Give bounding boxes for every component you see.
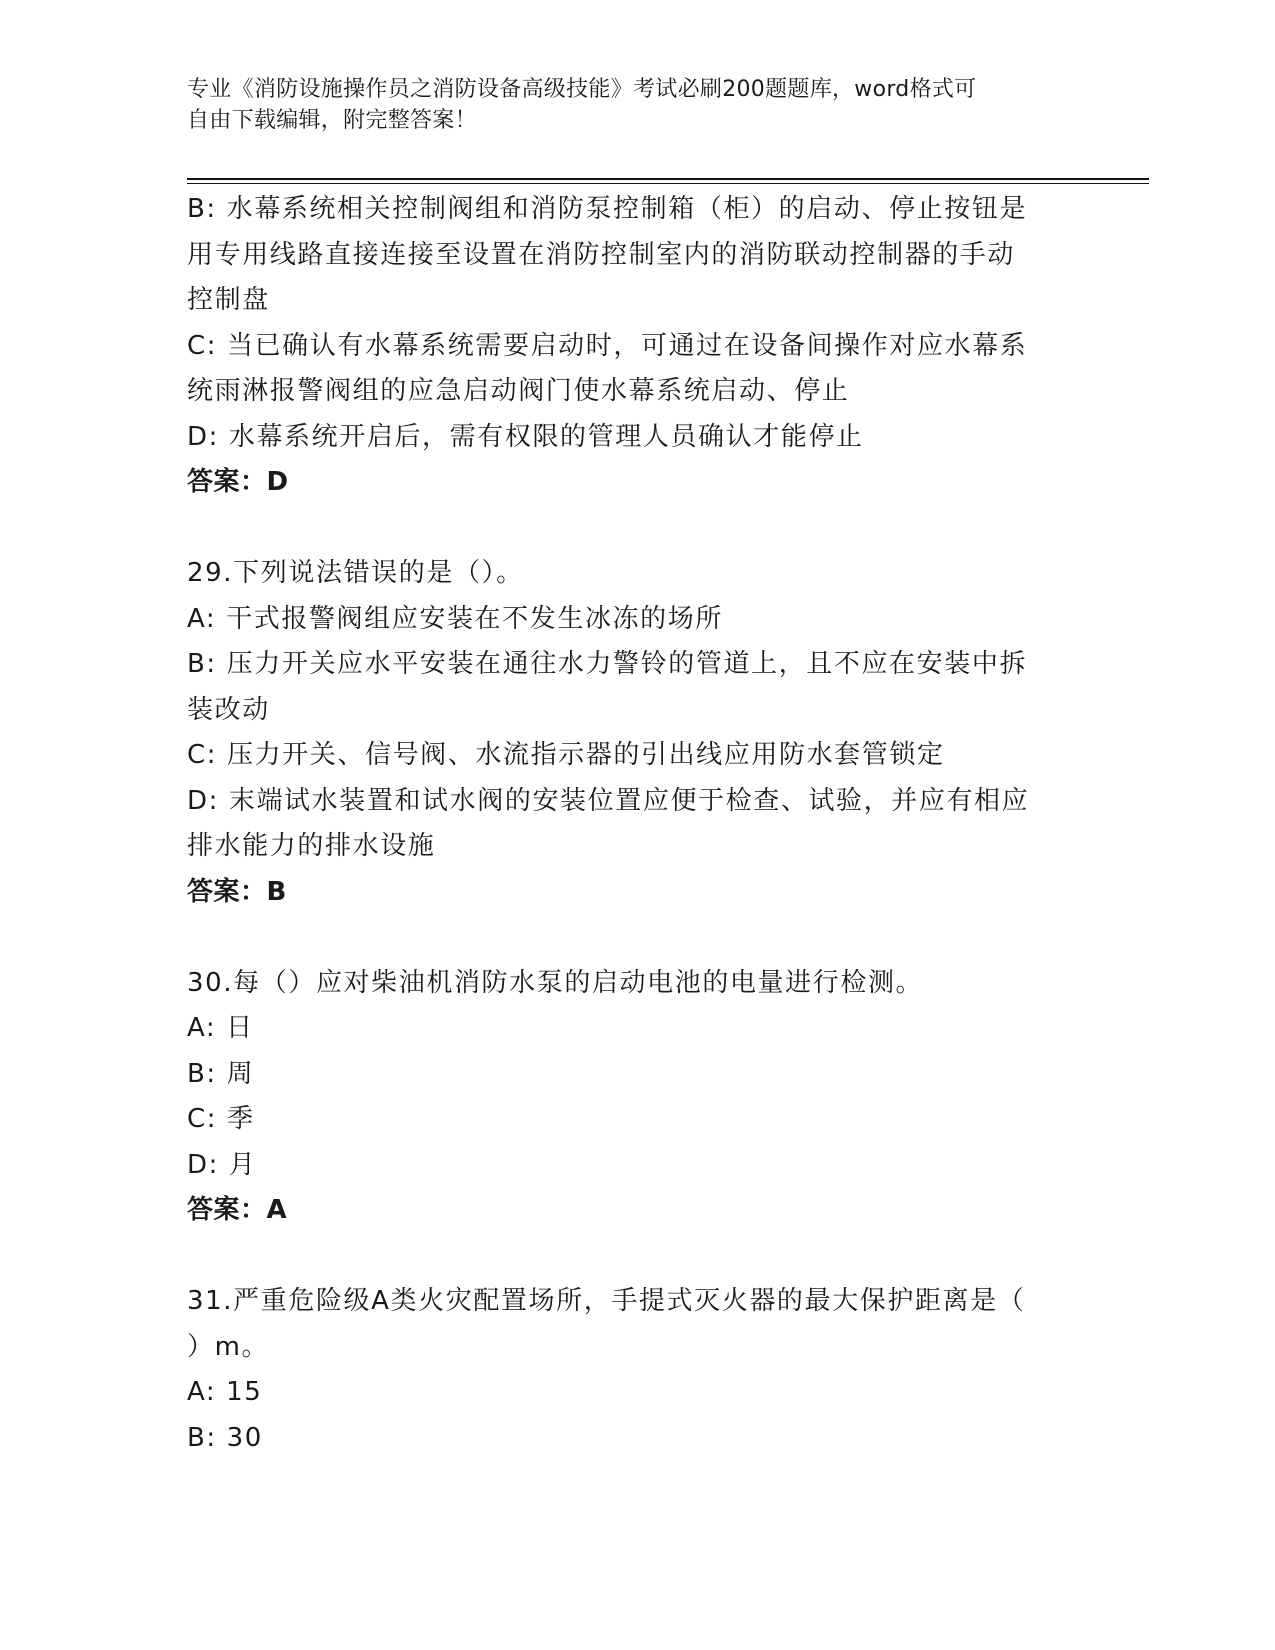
question-block — [187, 187, 1087, 506]
question-block — [187, 551, 1087, 915]
question-block — [187, 1279, 1087, 1461]
option-a: A: 15 — [187, 1377, 263, 1407]
option-b: B: 30 — [187, 1422, 263, 1453]
option-c: C: 压力开关、信号阀、水流指示器的引出线应用防水套管锁定 — [187, 740, 945, 770]
answer-line: 答案：D — [187, 467, 289, 497]
option-d: D: 水幕系统开启后，需有权限的管理人员确认才能停止 — [187, 421, 864, 452]
question-list — [187, 187, 1087, 1461]
option-c: C: 季 — [187, 1104, 255, 1134]
question-block — [187, 961, 1087, 1234]
option-b: B: 周 — [187, 1058, 255, 1089]
header-divider — [187, 178, 1149, 180]
header-divider-thin — [187, 183, 1149, 184]
question-stem: 29.下列说法错误的是（）。 — [187, 558, 524, 588]
header-line: 专业《消防设施操作员之消防设备高级技能》考试必刷200题题库，word格式可 — [187, 77, 977, 102]
option-d: D: 月 — [187, 1149, 257, 1180]
document-header — [187, 74, 1087, 136]
option-b: B: 水幕系统相关控制阀组和消防泵控制箱（柜）的启动、停止按钮是 — [187, 194, 1028, 224]
answer-line: 答案：A — [187, 1195, 288, 1225]
option-c-continued: 统雨淋报警阀组的应急启动阀门使水幕系统启动、停止 — [187, 376, 850, 406]
option-b: B: 压力开关应水平安装在通往水力警铃的管道上，且不应在安装中拆 — [187, 649, 1028, 679]
spacer — [187, 915, 1087, 961]
option-c: C: 当已确认有水幕系统需要启动时，可通过在设备间操作对应水幕系 — [187, 330, 1028, 361]
option-b-continued: 装改动 — [187, 694, 270, 725]
answer-line: 答案：B — [187, 876, 287, 907]
question-stem: 30.每（）应对柴油机消防水泵的启动电池的电量进行检测。 — [187, 967, 924, 998]
spacer — [187, 506, 1087, 552]
question-stem: 31.严重危险级A类火灾配置场所，手提式灭火器的最大保护距离是（ — [187, 1286, 1026, 1316]
header-line: 自由下载编辑，附完整答案！ — [187, 108, 477, 133]
option-d: D: 末端试水装置和试水阀的安装位置应便于检查、试验，并应有相应 — [187, 785, 1030, 816]
option-a: A: 干式报警阀组应安装在不发生冰冻的场所 — [187, 603, 723, 634]
option-b-continued: 用专用线路直接连接至设置在消防控制室内的消防联动控制器的手动 — [187, 239, 1016, 270]
option-d-continued: 排水能力的排水设施 — [187, 831, 436, 861]
spacer — [187, 1234, 1087, 1280]
option-b-continued: 控制盘 — [187, 285, 270, 315]
question-stem-continued: ）m。 — [187, 1331, 270, 1362]
option-a: A: 日 — [187, 1013, 254, 1043]
